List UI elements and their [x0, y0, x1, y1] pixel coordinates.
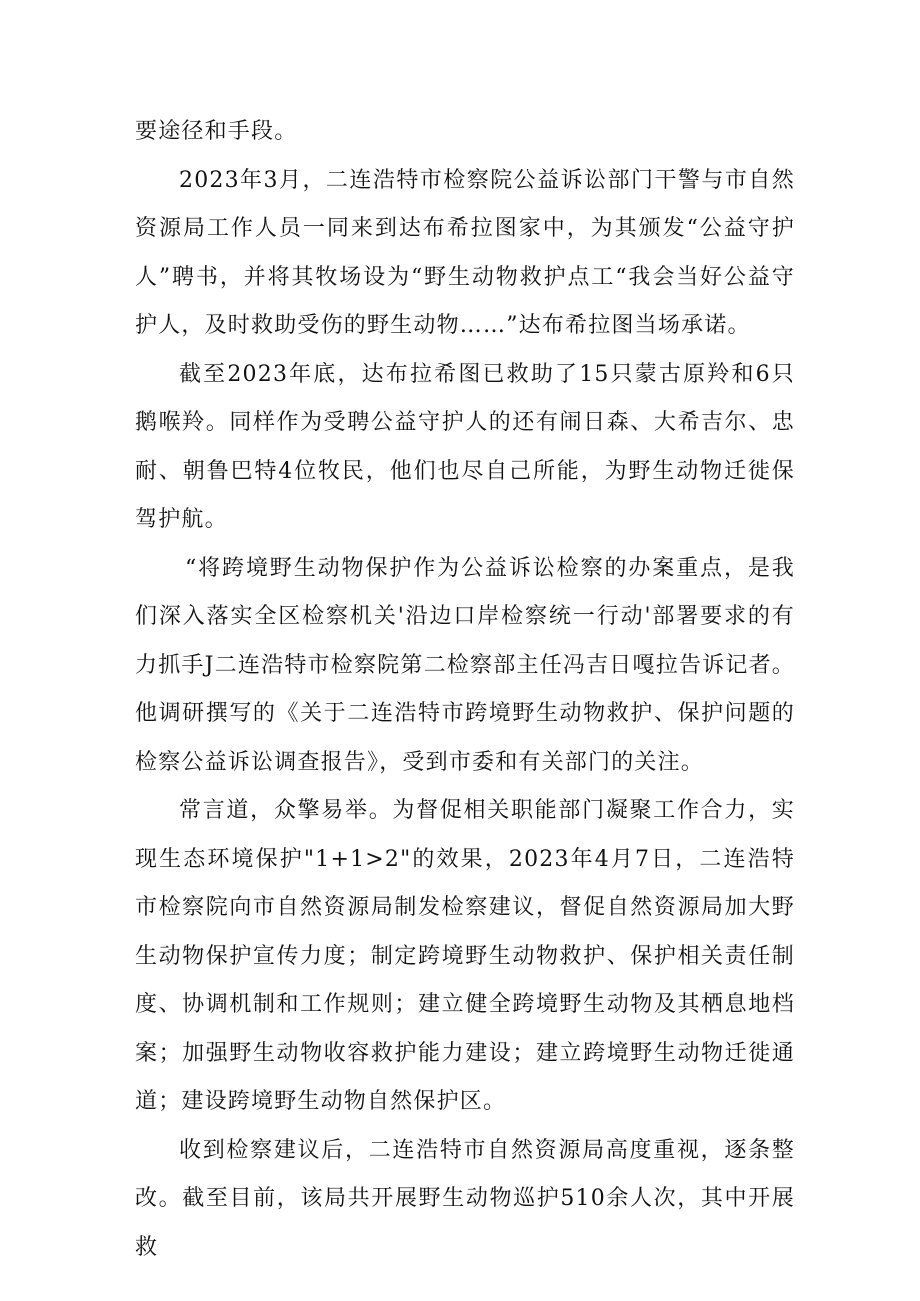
paragraph-rescue-count: 截至2023年底，达布拉希图已救助了15只蒙古原羚和6只鹅喉羚。同样作为受聘公益守护人的还有闹日森、大希吉尔、忠耐、朝鲁巴特4位牧民，他们也尽自己所能，为野生动物迁徙保驾护航。	[135, 361, 795, 532]
paragraph-recommendation: 常言道，众擎易举。为督促相关职能部门凝聚工作合力，实现生态环境保护"1+1>2"的效果，2023年4月7日，二连浩特市检察院向市自然资源局制发检察建议，督促自然资源局加大野生动物保护宣传力度；制定跨境野生动物救护、保护相关责任制度、协调机制和工作规则；建立健全跨境野生动物及其栖息地档案；加强野生动物收容救护能力建设；建立跨境野生动物迁徙通道；建设跨境野生动物自然保护区。	[135, 798, 795, 1114]
document-body	[135, 108, 795, 1272]
paragraph-quote: “将跨境野生动物保护作为公益诉讼检察的办案重点，是我们深入落实全区检察机关'沿边口岸检察统一行动'部署要求的有力抓手J二连浩特市检察院第二检察部主任冯吉日嘎拉告诉记者。他调研撰写的《关于二连浩特市跨境野生动物救护、保护问题的检察公益诉讼调查报告》，受到市委和有关部门的关注。	[135, 555, 795, 775]
paragraph-rectification: 收到检察建议后，二连浩特市自然资源局高度重视，逐条整改。截至目前，该局共开展野生动物巡护510余人次，其中开展救	[135, 1137, 795, 1260]
paragraph-continuation: 要途径和手段。	[135, 119, 298, 144]
paragraph-appointment: 2023年3月，二连浩特市检察院公益诉讼部门干警与市自然资源局工作人员一同来到达布希拉图家中，为其颁发“公益守护人”聘书，并将其牧场设为“野生动物救护点工“我会当好公益守护人，及时救助受伤的野生动物……”达布希拉图当场承诺。	[135, 167, 795, 338]
